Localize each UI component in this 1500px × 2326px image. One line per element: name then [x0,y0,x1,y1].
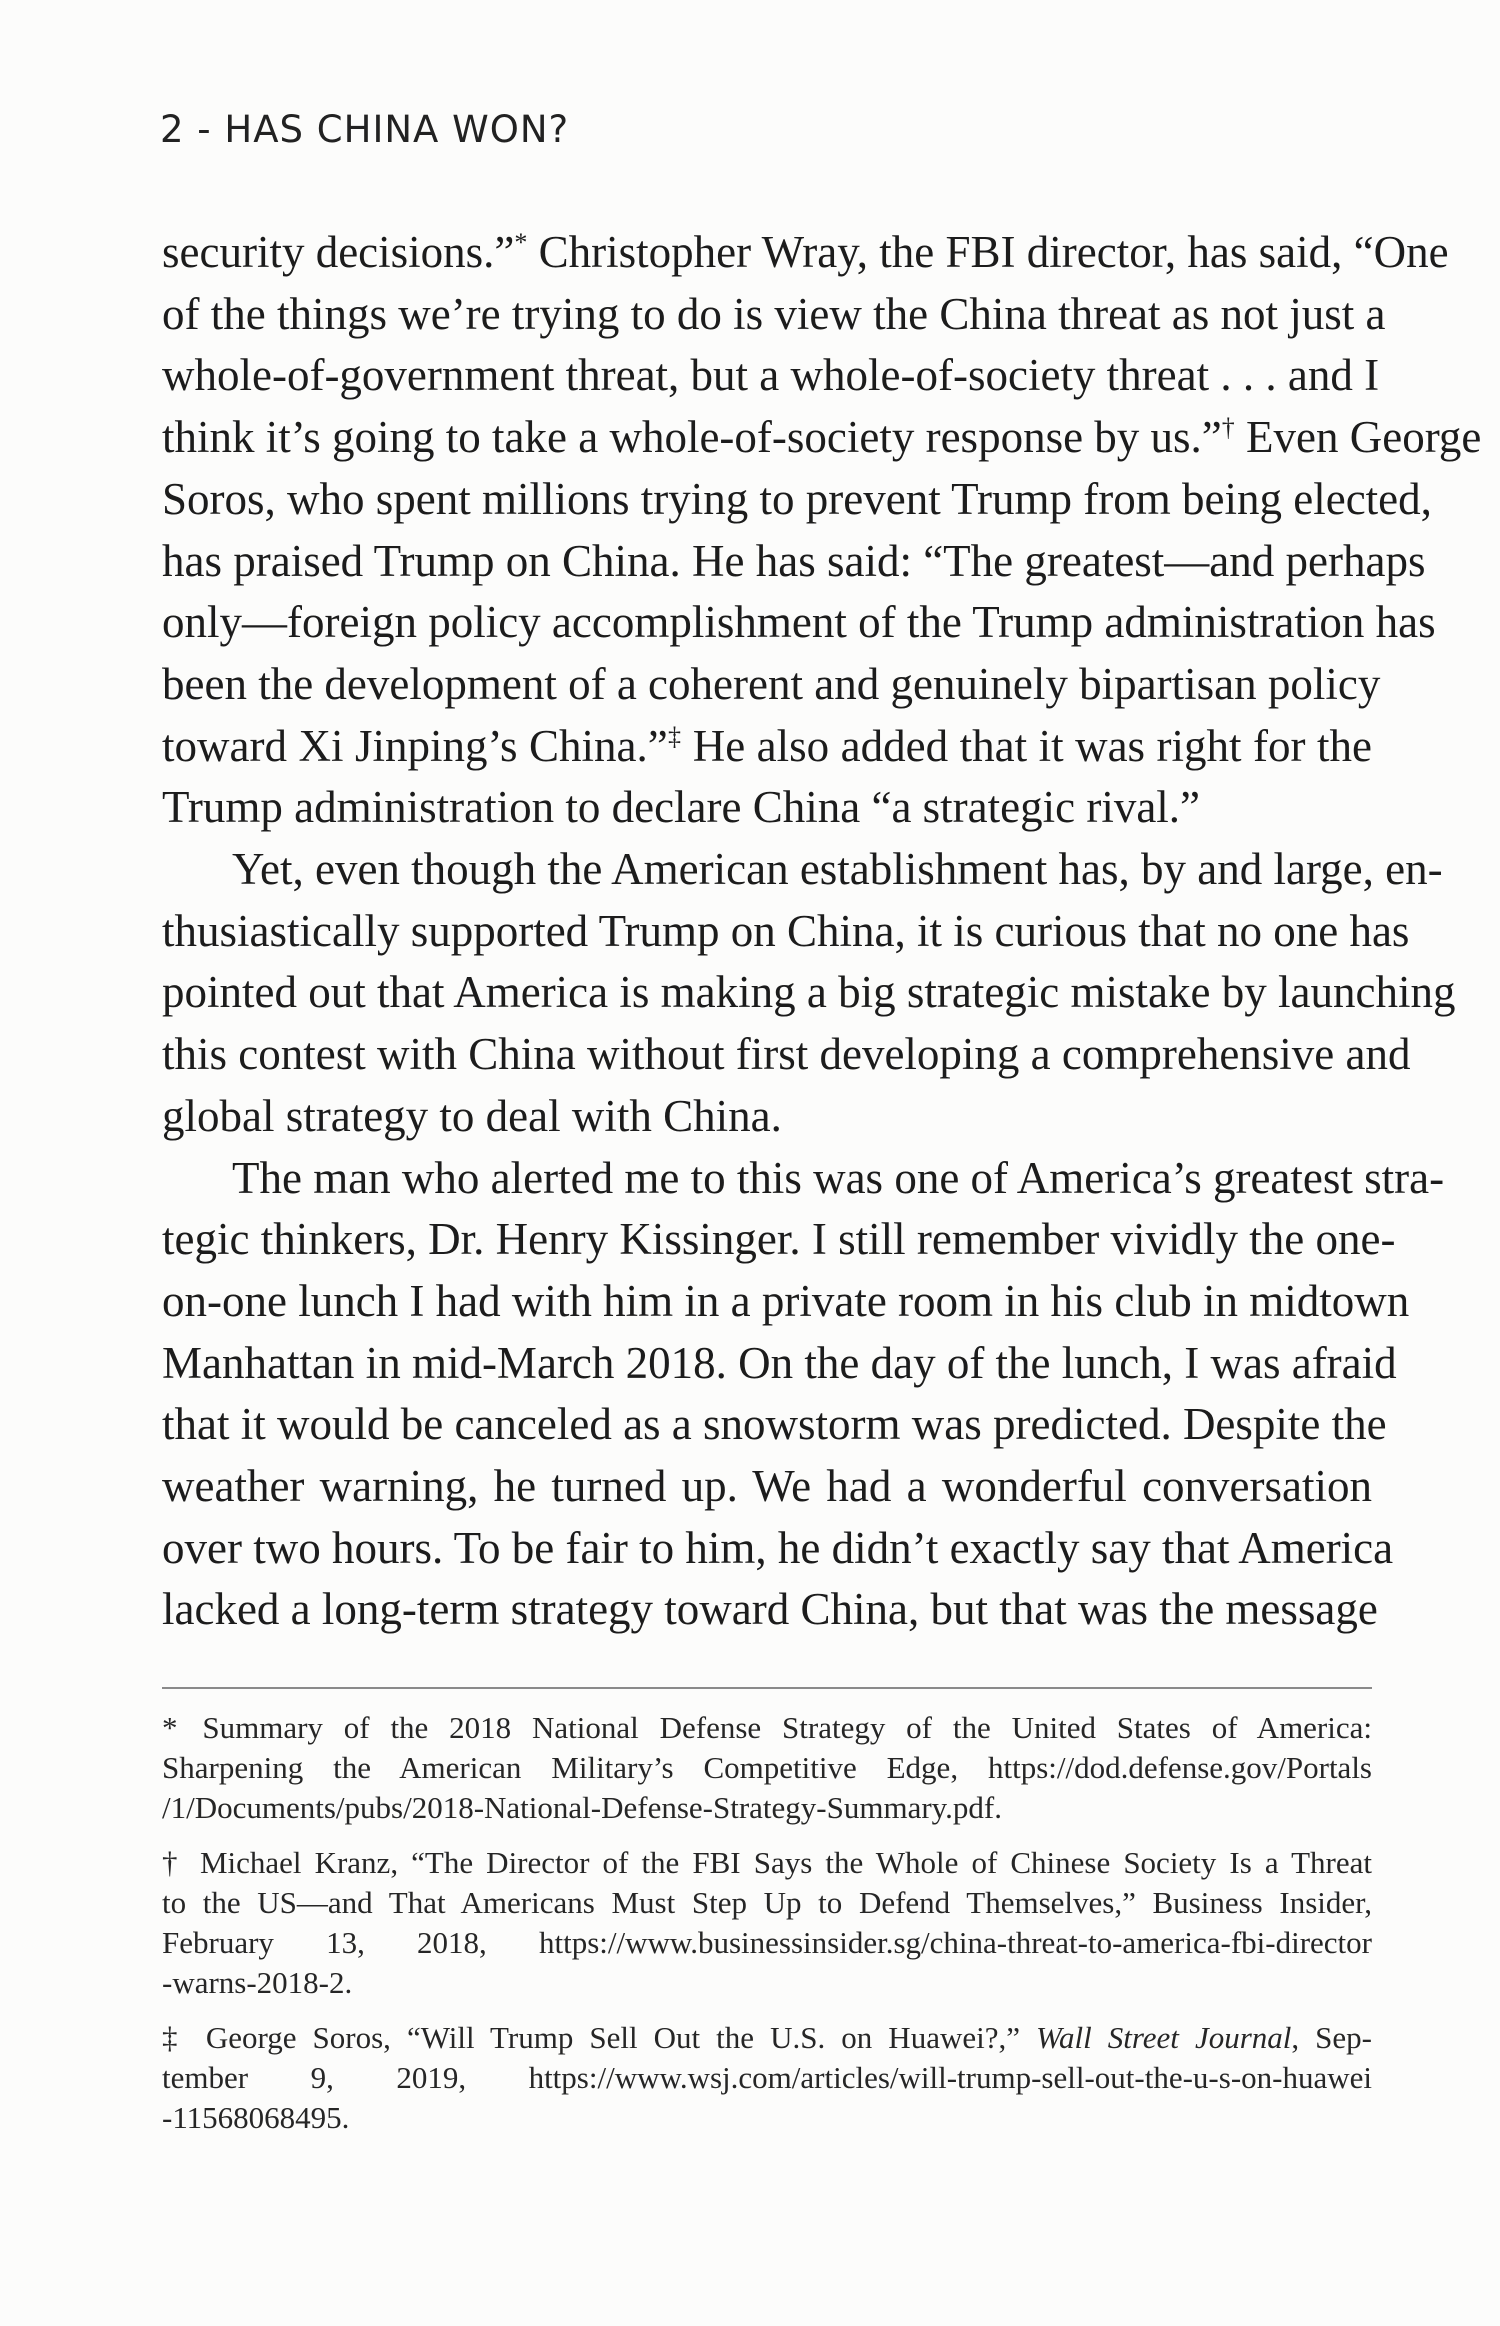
text-line: The man who alerted me to this was one of America’s greatest stra- [232,1152,1445,1203]
text-line: this contest with China without first developing a comprehensive and [162,1029,1411,1080]
text-line: of the things we’re trying to do is view the China threat as not just a [162,288,1386,339]
text-line: that it would be canceled as a snowstorm was predicted. Despite the [162,1399,1387,1450]
footnote-ref-dagger: † [1221,413,1235,443]
text-line: global strategy to deal with China. [162,1090,782,1141]
text-line: Trump administration to declare China “a strategic rival.” [162,782,1201,833]
footnote-mark: † [162,1845,183,1880]
text-line: thusiastically supported Trump on China, it is curious that no one has [162,905,1410,956]
text-line: has praised Trump on China. He has said: “The greatest—and perhaps [162,535,1426,586]
text-line: lacked a long-term strategy toward China, but that was the message [162,1584,1378,1635]
text-line: toward Xi Jinping’s China.”‡ He also added that it was right for the [162,720,1372,771]
footnote-dagger: † Michael Kranz, “The Director of the FBI Says the Whole of Chinese Society Is a Threat to the US—and That Americans Must Step Up to Defend Themselves,” Business Insider, February 13, 2018, https://www.businessinsider.sg/china-threat-to-america-fbi-director -warns-2018-2. [162,1845,1373,2000]
footnote-ref-double-dagger: ‡ [667,721,682,751]
footnote-mark: ‡ [162,2020,186,2055]
footnotes [162,1708,1372,2153]
footnote-divider [162,1687,1372,1689]
text-line: security decisions.”* Christopher Wray, the FBI director, has said, “One [162,227,1449,277]
text-line: whole-of-government threat, but a whole-of-society threat . . . and I [162,350,1380,401]
footnote-mark: * [162,1710,178,1745]
text-line: Soros, who spent millions trying to prevent Trump from being elected, [162,473,1432,524]
text-line: been the development of a coherent and genuinely bipartisan policy [162,658,1381,709]
text-line: over two hours. To be fair to him, he didn’t exactly say that America [162,1522,1394,1573]
publication-title: Wall Street Journal [1036,2020,1292,2055]
footnote-double-dagger: ‡ George Soros, “Will Trump Sell Out the U.S. on Huawei?,” Wall Street Journal, Sep- tember 9, 2019, https://www.wsj.com/articles/will-trump-sell-out-the-u-s-on-huawei -11568068495. [162,2020,1373,2135]
footnote-asterisk: * Summary of the 2018 National Defense Strategy of the United States of America: Sharpening the American Military’s Competitive Edge, https://dod.defense.gov/Portals /1/Documents/pubs/2018-National-Defense-Strategy-Summary.pdf. [162,1710,1373,1825]
text-line: pointed out that America is making a big strategic mistake by launching [162,967,1456,1018]
body-text [162,222,1482,1641]
text-line: on-one lunch I had with him in a private room in his club in midtown [162,1275,1410,1326]
text-line: think it’s going to take a whole-of-society response by us.”† Even George [162,412,1482,463]
text-line: only—foreign policy accomplishment of the Trump administration has [162,597,1436,648]
footnote-ref-asterisk: * [514,228,528,257]
text-line: Yet, even though the American establishment has, by and large, en- [232,844,1443,895]
running-head: 2 - HAS CHINA WON? [160,108,570,151]
text-line: weather warning, he turned up. We had a wonderful conversation [162,1461,1372,1512]
text-line: tegic thinkers, Dr. Henry Kissinger. I still remember vividly the one- [162,1214,1396,1265]
text-line: Manhattan in mid-March 2018. On the day of the lunch, I was afraid [162,1337,1397,1388]
